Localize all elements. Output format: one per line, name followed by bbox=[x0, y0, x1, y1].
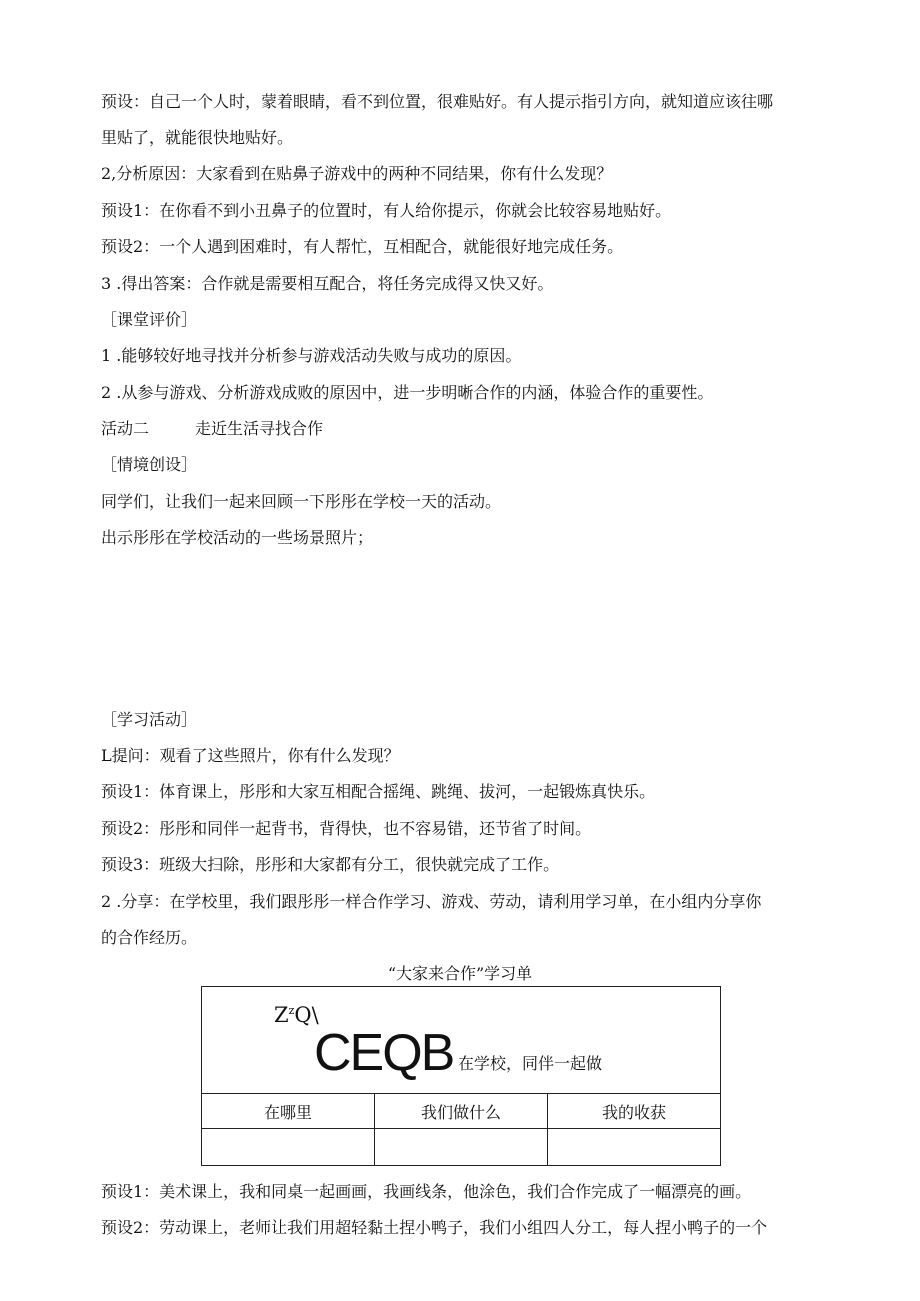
worksheet-header-cell bbox=[202, 987, 721, 1094]
paragraph-show-photos: 出示彤彤在学校活动的一些场景照片； bbox=[101, 528, 374, 547]
paragraph-preset-alone-cont: 里贴了，就能很快地贴好。 bbox=[101, 128, 294, 147]
paragraph-preset-1: 预设1：在你看不到小丑鼻子的位置时，有人给你提示，你就会比较容易地贴好。 bbox=[101, 201, 672, 220]
blank-cell-where[interactable] bbox=[202, 1129, 375, 1166]
paragraph-preset-art: 预设1：美术课上，我和同桌一起画画，我画线条，他涂色，我们合作完成了一幅漂亮的画。 bbox=[101, 1182, 752, 1201]
paragraph-preset-labor: 预设2：劳动课上，老师让我们用超轻黏土捏小鸭子，我们小组四人分工，每人捏小鸭子的一个 bbox=[101, 1218, 768, 1237]
activity-label: 活动二 bbox=[101, 419, 150, 438]
paragraph-share: 2 .分享：在学校里，我们跟彤彤一样合作学习、游戏、劳动，请利用学习单，在小组内分享你 bbox=[101, 892, 762, 911]
blank-cell-what[interactable] bbox=[375, 1129, 548, 1166]
paragraph-analyze-reason: 2,分析原因：大家看到在贴鼻子游戏中的两种不同结果，你有什么发现？ bbox=[101, 164, 613, 183]
section-heading-evaluation: ［课堂评价］ bbox=[101, 310, 198, 329]
paragraph-question: L提问：观看了这些照片，你有什么发现？ bbox=[101, 746, 400, 765]
activity-heading bbox=[101, 419, 323, 439]
worksheet-caption: 在学校，同伴一起做 bbox=[458, 1054, 603, 1073]
paragraph-preset-alone: 预设：自己一个人时，蒙着眼睛，看不到位置，很难贴好。有人提示指引方向，就知道应该往哪 bbox=[101, 92, 774, 111]
paragraph-evaluation-2: 2 .从参与游戏、分析游戏成败的原因中，进一步明晰合作的内涵，体验合作的重要性。 bbox=[101, 383, 714, 402]
worksheet-title: “大家来合作”学习单 bbox=[387, 964, 533, 983]
paragraph-preset-pe: 预设1：体育课上，彤彤和大家互相配合摇绳、跳绳、拔河，一起锻炼真快乐。 bbox=[101, 782, 656, 801]
column-header-gain: 我的收获 bbox=[548, 1094, 721, 1129]
column-header-where: 在哪里 bbox=[202, 1094, 375, 1129]
paragraph-preset-2: 预设2：一个人遇到困难时，有人帮忙，互相配合，就能很好地完成任务。 bbox=[101, 237, 624, 256]
paragraph-answer: 3 .得出答案：合作就是需要相互配合，将任务完成得又快又好。 bbox=[101, 274, 554, 293]
paragraph-share-cont: 的合作经历。 bbox=[101, 928, 198, 947]
blank-cell-gain[interactable] bbox=[548, 1129, 721, 1166]
paragraph-scenario-intro: 同学们，让我们一起来回顾一下彤彤在学校一天的活动。 bbox=[101, 492, 502, 511]
column-header-what: 我们做什么 bbox=[375, 1094, 548, 1129]
section-heading-learning: ［学习活动］ bbox=[101, 710, 198, 729]
worksheet-logo-big: CEQB bbox=[314, 1024, 454, 1082]
activity-title: 走近生活寻找合作 bbox=[195, 419, 324, 438]
paragraph-evaluation-1: 1 .能够较好地寻找并分析参与游戏活动失败与成功的原因。 bbox=[101, 346, 522, 365]
paragraph-preset-reading: 预设2：彤彤和同伴一起背书，背得快，也不容易错，还节省了时间。 bbox=[101, 819, 592, 838]
paragraph-preset-cleaning: 预设3：班级大扫除，彤彤和大家都有分工，很快就完成了工作。 bbox=[101, 855, 560, 874]
worksheet-table bbox=[201, 986, 721, 1166]
section-heading-scenario: ［情境创设］ bbox=[101, 455, 198, 474]
worksheet-logo-small: $Z^zQ\backslash$ bbox=[274, 1003, 319, 1027]
